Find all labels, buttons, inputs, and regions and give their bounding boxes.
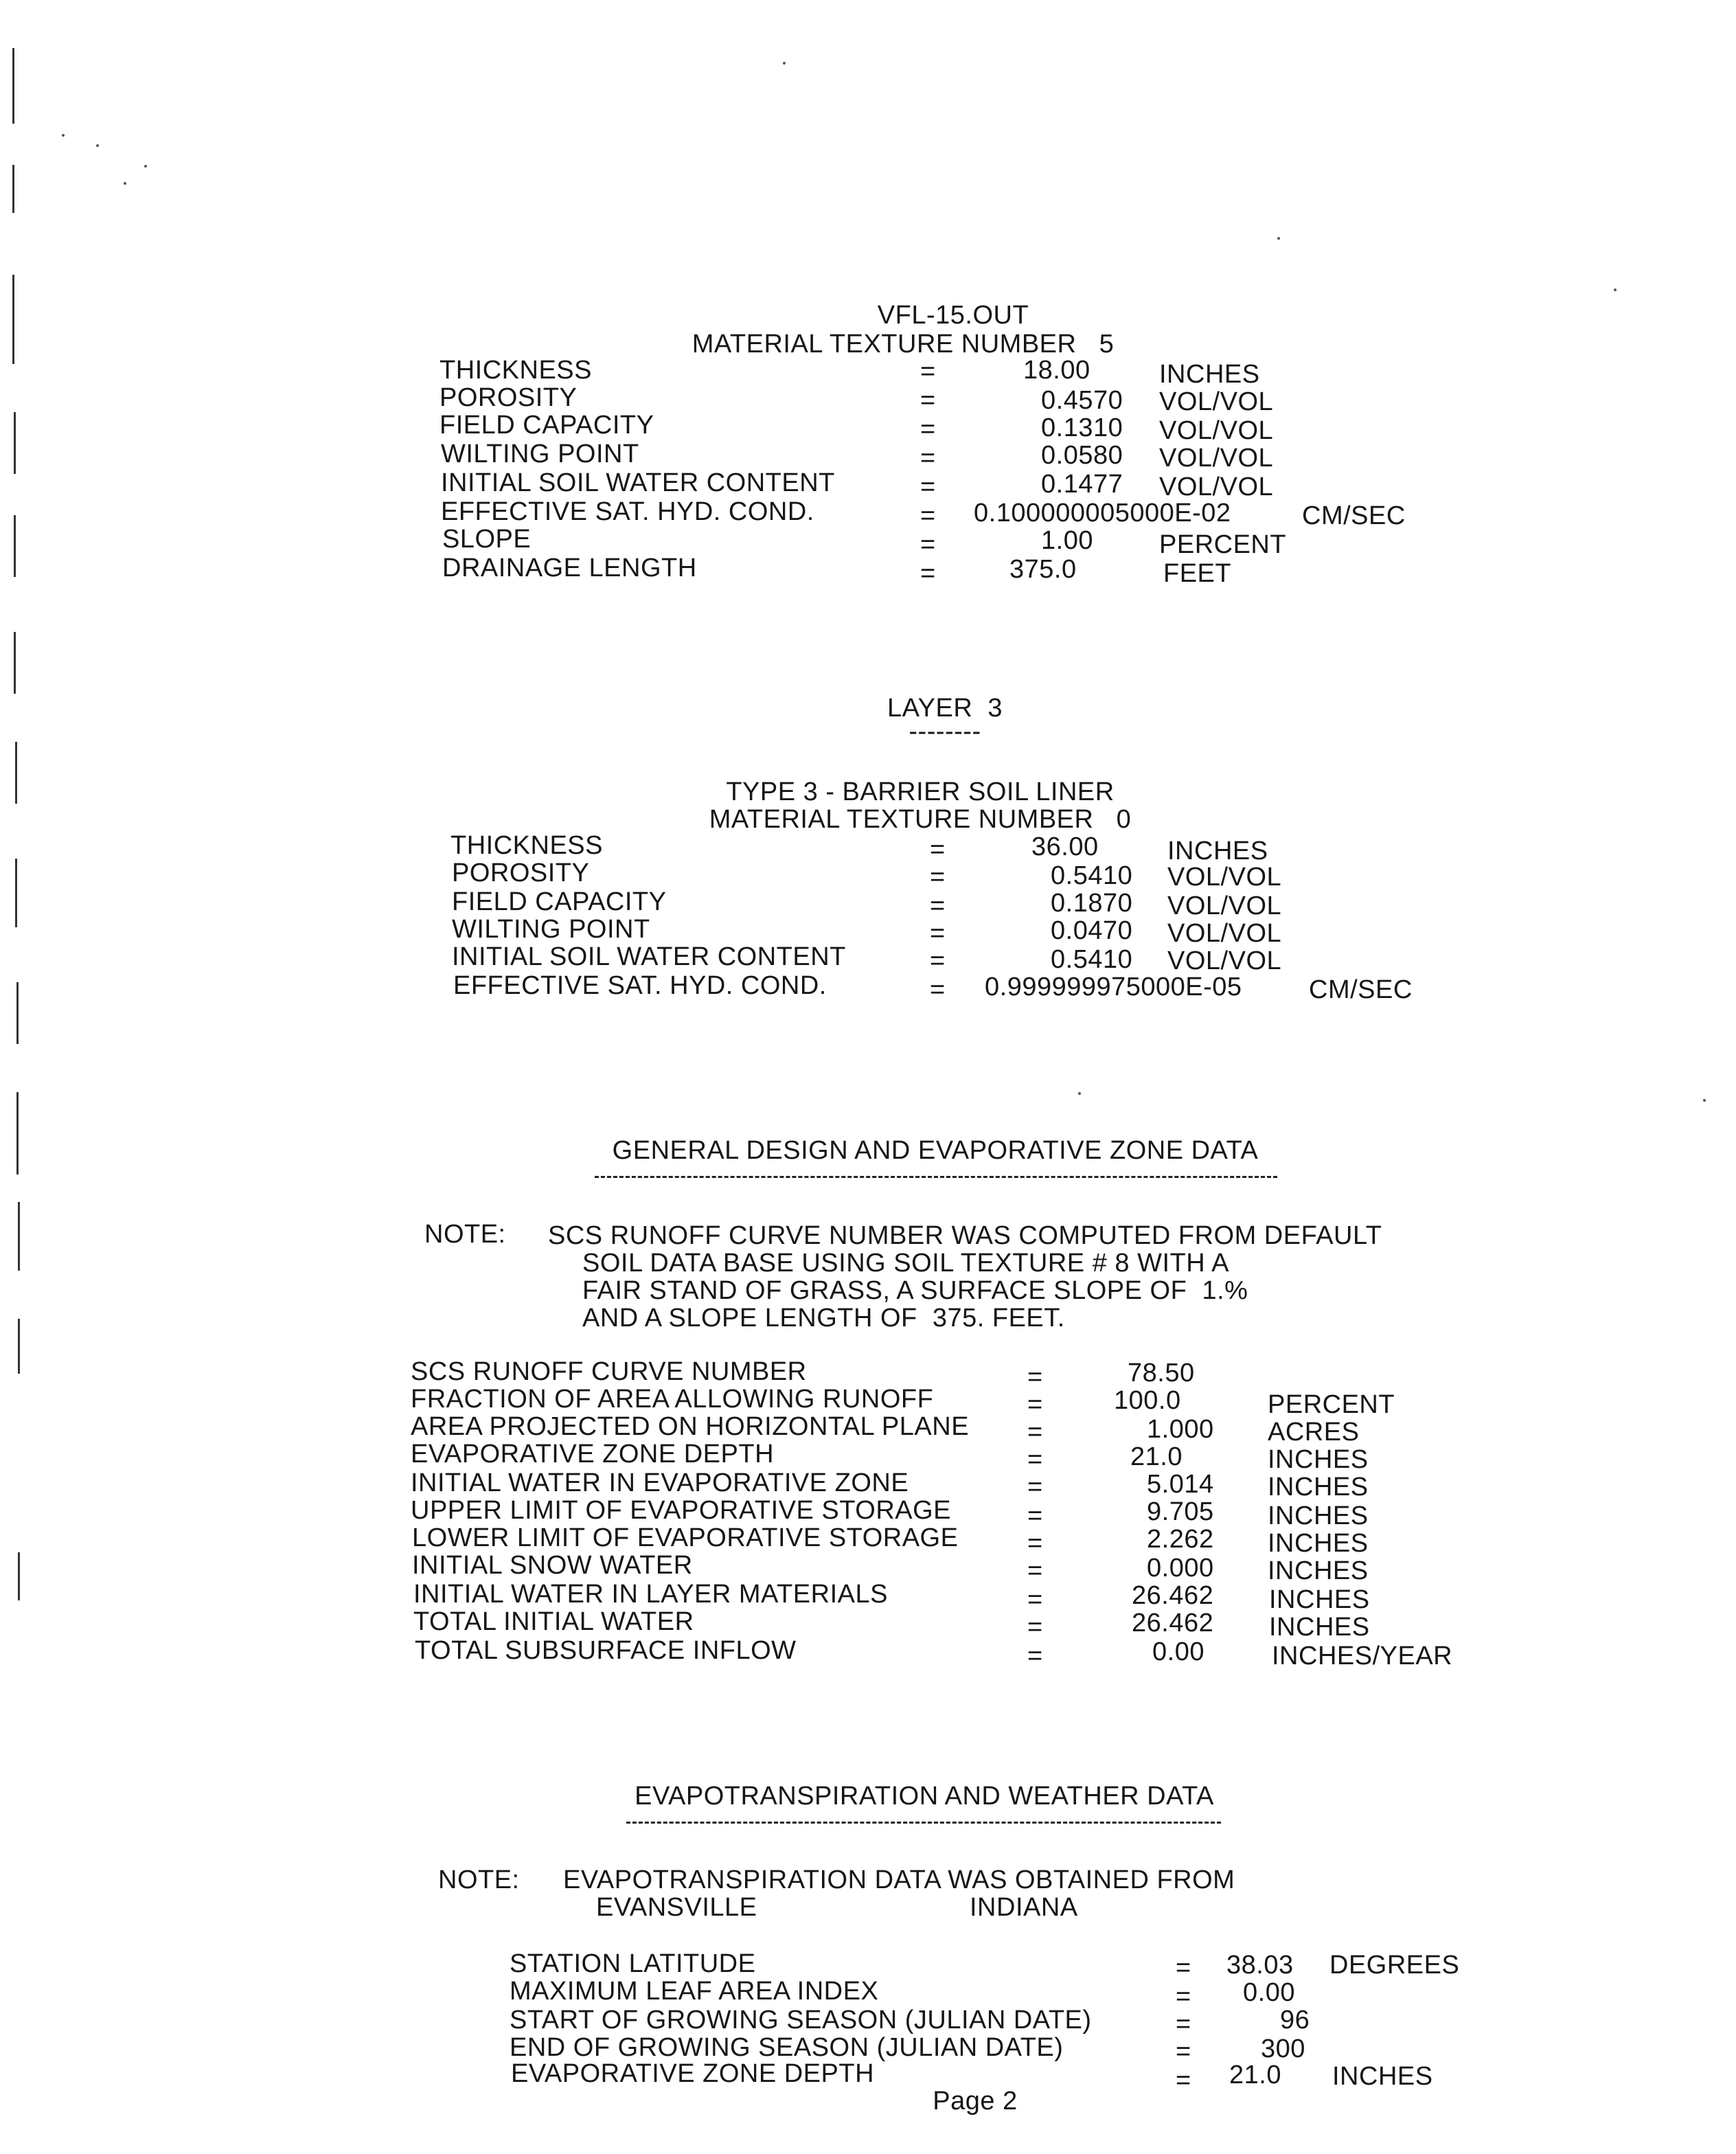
row-value: 26.462	[1132, 1609, 1214, 1637]
row-unit: INCHES	[1268, 1529, 1369, 1558]
row-value: 1.000	[1147, 1415, 1214, 1444]
row-unit: INCHES	[1268, 1501, 1369, 1530]
row-value: 375.0	[1009, 555, 1077, 584]
row-label: UPPER LIMIT OF EVAPORATIVE STORAGE	[411, 1496, 952, 1525]
row-equals: =	[930, 919, 946, 948]
row-value: 0.1870	[1051, 889, 1133, 918]
row-unit: CM/SEC	[1302, 501, 1406, 530]
scan-mark-line	[12, 275, 14, 364]
row-equals: =	[930, 835, 946, 864]
row-equals: =	[1176, 2010, 1191, 2039]
layer3-heading: LAYER 3	[887, 694, 1003, 723]
row-value: 0.0470	[1051, 916, 1133, 945]
scan-speck	[1703, 1099, 1706, 1102]
row-label: EVAPORATIVE ZONE DEPTH	[511, 2059, 875, 2088]
row-equals: =	[920, 473, 936, 501]
scan-mark-line	[18, 1552, 20, 1600]
scan-mark-line	[14, 632, 16, 694]
row-equals: =	[920, 386, 936, 415]
general-note-line: FAIR STAND OF GRASS, A SURFACE SLOPE OF 1.%	[582, 1276, 1248, 1305]
row-equals: =	[1176, 1982, 1191, 2011]
row-label: START OF GROWING SEASON (JULIAN DATE)	[510, 2006, 1092, 2034]
row-equals: =	[930, 975, 946, 1004]
scan-mark-line	[14, 412, 16, 474]
row-unit: DEGREES	[1329, 1951, 1460, 1980]
row-equals: =	[920, 415, 936, 444]
row-label: SCS RUNOFF CURVE NUMBER	[411, 1357, 807, 1386]
scan-mark-line	[18, 1319, 20, 1374]
row-unit: INCHES	[1159, 360, 1260, 389]
row-label: END OF GROWING SEASON (JULIAN DATE)	[510, 2033, 1064, 2062]
row-equals: =	[920, 357, 936, 386]
scan-mark-line	[15, 859, 17, 927]
page-number: Page 2	[933, 2087, 1018, 2116]
row-label: WILTING POINT	[452, 915, 650, 944]
row-label: LOWER LIMIT OF EVAPORATIVE STORAGE	[412, 1523, 959, 1552]
row-value: 36.00	[1031, 832, 1099, 861]
row-value: 26.462	[1132, 1581, 1214, 1610]
row-label: EFFECTIVE SAT. HYD. COND.	[453, 971, 827, 1000]
row-value: 21.0	[1229, 2061, 1281, 2089]
row-equals: =	[920, 559, 936, 588]
evapo-heading: EVAPOTRANSPIRATION AND WEATHER DATA	[635, 1782, 1214, 1811]
general-heading: GENERAL DESIGN AND EVAPORATIVE ZONE DATA	[612, 1136, 1259, 1165]
layer3-underline: --------	[909, 717, 981, 746]
evapo-heading-underline	[626, 1822, 1221, 1824]
row-unit: FEET	[1163, 559, 1232, 588]
scan-speck	[144, 165, 147, 168]
scan-mark-line	[16, 1092, 19, 1175]
row-value: 0.0580	[1041, 441, 1123, 470]
row-unit: PERCENT	[1159, 530, 1287, 559]
row-unit: VOL/VOL	[1159, 444, 1274, 473]
row-unit: VOL/VOL	[1159, 387, 1274, 416]
row-equals: =	[1176, 2037, 1191, 2066]
row-label: THICKNESS	[439, 356, 592, 385]
scan-speck	[1277, 237, 1280, 240]
row-label: THICKNESS	[450, 831, 603, 860]
row-unit: INCHES	[1268, 1556, 1369, 1585]
row-unit: INCHES	[1167, 837, 1268, 865]
scan-speck	[783, 62, 786, 65]
row-label: INITIAL WATER IN EVAPORATIVE ZONE	[411, 1469, 909, 1497]
row-label: INITIAL WATER IN LAYER MATERIALS	[413, 1580, 888, 1609]
row-unit: VOL/VOL	[1159, 473, 1274, 501]
row-unit: VOL/VOL	[1159, 416, 1274, 445]
row-unit: INCHES	[1268, 1445, 1369, 1474]
row-label: FRACTION OF AREA ALLOWING RUNOFF	[411, 1385, 934, 1414]
row-value: 0.000	[1147, 1554, 1214, 1583]
row-label: EVAPORATIVE ZONE DEPTH	[411, 1440, 775, 1469]
scan-mark-line	[12, 165, 14, 213]
row-value: 0.1310	[1041, 413, 1123, 442]
row-value: 0.5410	[1051, 861, 1133, 890]
row-equals: =	[930, 946, 946, 975]
row-equals: =	[930, 892, 946, 920]
row-value: 0.00	[1152, 1637, 1204, 1666]
row-value: 100.0	[1114, 1386, 1181, 1415]
row-value: 0.100000005000E-02	[974, 499, 1231, 528]
row-label: SLOPE	[442, 525, 532, 554]
layer2-material-title: MATERIAL TEXTURE NUMBER 5	[692, 330, 1115, 359]
row-equals: =	[1027, 1613, 1043, 1642]
row-equals: =	[930, 863, 946, 892]
row-label: INITIAL SNOW WATER	[412, 1551, 693, 1580]
row-label: MAXIMUM LEAF AREA INDEX	[510, 1977, 879, 2006]
scan-speck	[1614, 288, 1617, 291]
row-value: 78.50	[1128, 1359, 1195, 1387]
scan-speck	[124, 182, 126, 185]
scan-mark-line	[14, 515, 16, 577]
row-label: INITIAL SOIL WATER CONTENT	[441, 468, 835, 497]
row-value: 38.03	[1226, 1951, 1294, 1980]
row-equals: =	[920, 530, 936, 559]
row-label: FIELD CAPACITY	[439, 411, 654, 440]
row-value: 0.5410	[1051, 945, 1133, 974]
row-value: 300	[1261, 2034, 1305, 2063]
row-value: 21.0	[1130, 1442, 1183, 1471]
evapo-city: EVANSVILLE	[596, 1893, 757, 1922]
row-value: 0.00	[1243, 1978, 1295, 2007]
row-label: POROSITY	[452, 859, 590, 887]
row-label: POROSITY	[439, 383, 578, 412]
row-value: 18.00	[1023, 356, 1090, 385]
row-label: FIELD CAPACITY	[452, 887, 667, 916]
row-label: TOTAL SUBSURFACE INFLOW	[415, 1636, 797, 1665]
row-unit: VOL/VOL	[1167, 946, 1282, 975]
evapo-note-label: NOTE:	[438, 1866, 520, 1894]
file-header: VFL-15.OUT	[877, 301, 1029, 330]
scan-speck	[96, 144, 99, 147]
row-value: 9.705	[1147, 1497, 1214, 1526]
general-note-line: SOIL DATA BASE USING SOIL TEXTURE # 8 WITH A	[582, 1249, 1229, 1278]
row-equals: =	[920, 444, 936, 473]
row-equals: =	[1027, 1445, 1043, 1474]
scan-mark-line	[12, 48, 14, 124]
row-label: WILTING POINT	[441, 440, 639, 468]
scan-mark-line	[15, 742, 17, 804]
layer3-type: TYPE 3 - BARRIER SOIL LINER	[726, 778, 1115, 806]
row-equals: =	[1027, 1556, 1043, 1585]
row-unit: INCHES/YEAR	[1272, 1642, 1453, 1670]
layer3-material-title: MATERIAL TEXTURE NUMBER 0	[709, 805, 1132, 834]
scan-speck	[1078, 1092, 1081, 1095]
row-unit: VOL/VOL	[1167, 919, 1282, 948]
evapo-state: INDIANA	[970, 1893, 1078, 1922]
row-unit: INCHES	[1269, 1585, 1370, 1614]
row-equals: =	[1027, 1501, 1043, 1530]
general-note-label: NOTE:	[424, 1220, 506, 1249]
row-label: DRAINAGE LENGTH	[442, 554, 697, 582]
row-unit: INCHES	[1268, 1473, 1369, 1501]
row-label: STATION LATITUDE	[510, 1949, 756, 1978]
row-value: 96	[1280, 2006, 1310, 2034]
row-equals: =	[1027, 1418, 1043, 1447]
scan-mark-line	[16, 982, 19, 1044]
row-equals: =	[1027, 1585, 1043, 1614]
row-equals: =	[1027, 1642, 1043, 1670]
row-label: INITIAL SOIL WATER CONTENT	[452, 942, 846, 971]
row-equals: =	[1176, 2066, 1191, 2095]
row-unit: ACRES	[1268, 1418, 1360, 1447]
row-value: 1.00	[1041, 526, 1093, 555]
general-note-line: SCS RUNOFF CURVE NUMBER WAS COMPUTED FROM DEFAULT	[548, 1221, 1382, 1250]
evapo-note-line: EVAPOTRANSPIRATION DATA WAS OBTAINED FROM	[563, 1866, 1235, 1894]
row-value: 0.999999975000E-05	[985, 973, 1242, 1001]
row-label: EFFECTIVE SAT. HYD. COND.	[441, 497, 814, 526]
row-value: 0.1477	[1041, 470, 1123, 499]
scan-mark-line	[18, 1202, 20, 1271]
general-heading-underline	[595, 1176, 1277, 1178]
scan-speck	[62, 134, 65, 137]
row-equals: =	[1027, 1473, 1043, 1501]
general-note-line: AND A SLOPE LENGTH OF 375. FEET.	[582, 1304, 1065, 1333]
row-value: 5.014	[1147, 1470, 1214, 1499]
row-equals: =	[1176, 1953, 1191, 1982]
row-equals: =	[1027, 1529, 1043, 1558]
row-equals: =	[1027, 1390, 1043, 1419]
row-unit: VOL/VOL	[1167, 863, 1282, 892]
row-equals: =	[1027, 1363, 1043, 1392]
row-unit: VOL/VOL	[1167, 892, 1282, 920]
row-equals: =	[920, 501, 936, 530]
row-label: TOTAL INITIAL WATER	[413, 1607, 694, 1636]
row-label: AREA PROJECTED ON HORIZONTAL PLANE	[411, 1412, 970, 1441]
row-unit: INCHES	[1269, 1613, 1370, 1642]
row-value: 2.262	[1147, 1525, 1214, 1554]
row-unit: PERCENT	[1268, 1390, 1395, 1419]
row-unit: CM/SEC	[1309, 975, 1413, 1004]
row-value: 0.4570	[1041, 386, 1123, 415]
row-unit: INCHES	[1332, 2062, 1433, 2091]
